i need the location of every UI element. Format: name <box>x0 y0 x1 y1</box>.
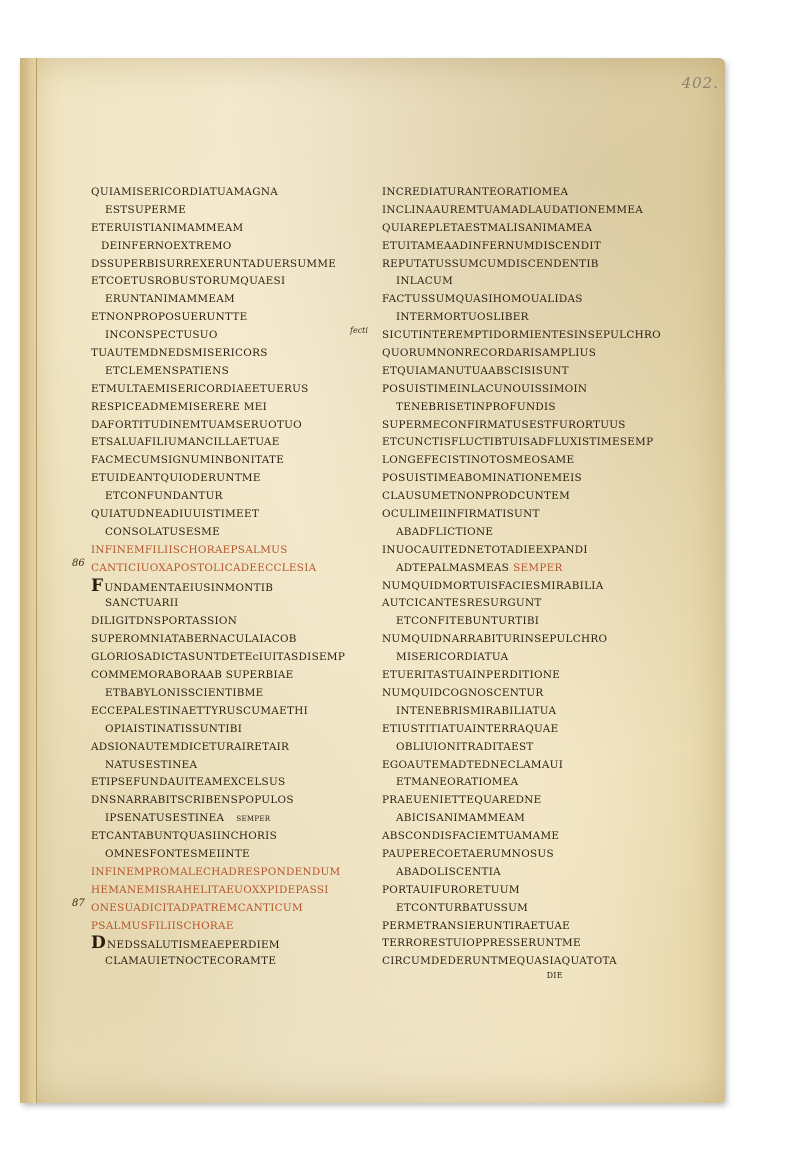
line-text: CLAUSUMETNONPRODCUNTEM <box>382 490 571 503</box>
manuscript-line <box>382 452 661 470</box>
manuscript-line <box>91 309 345 327</box>
manuscript-line <box>91 828 345 846</box>
manuscript-line <box>382 739 661 757</box>
line-text: MISERICORDIATUA <box>396 651 509 664</box>
manuscript-line <box>382 774 661 792</box>
line-text: INLACUM <box>396 275 454 288</box>
line-text: ETBABYLONISSCIENTIBME <box>105 686 264 699</box>
manuscript-line <box>91 575 345 596</box>
manuscript-line <box>91 417 345 435</box>
line-text: HEMANEMISRAHELITAEUOXXPIDEPASSI <box>91 883 329 896</box>
line-text: TUAUTEMDNEDSMISERICORS <box>91 347 268 360</box>
line-text: CIRCUMDEDERUNTMEQUASIAQUATOTA <box>382 955 617 968</box>
manuscript-line <box>91 900 345 918</box>
manuscript-line <box>382 935 661 953</box>
manuscript-line <box>382 488 661 506</box>
manuscript-line <box>382 506 661 524</box>
manuscript-line <box>382 900 661 918</box>
line-text: OMNESFONTESMEIINTE <box>105 847 250 860</box>
line-tail: DIE <box>546 971 563 981</box>
manuscript-line <box>91 470 345 488</box>
line-text: ETCOETUSROBUSTORUMQUAESI <box>91 275 286 288</box>
line-text: ETQUIAMANUTUAABSCISISUNT <box>382 364 569 377</box>
line-text: ETCUNCTISFLUCTIBTUISADFLUXISTIMESEMP <box>382 436 654 449</box>
line-text: PSALMUSFILIISCHORAE <box>91 919 234 932</box>
manuscript-line <box>91 506 345 524</box>
manuscript-line <box>91 184 345 202</box>
manuscript-line <box>382 810 661 828</box>
line-text: DSSUPERBISURREXERUNTADUERSUMME <box>91 257 337 270</box>
line-text: INTENEBRISMIRABILIATUA <box>396 704 557 717</box>
line-text: INCREDIATURANTEORATIOMEA <box>382 186 569 198</box>
manuscript-line <box>382 273 661 291</box>
line-text: PAUPERECOETAERUMNOSUS <box>382 847 554 860</box>
line-text: ETCONFUNDANTUR <box>105 490 223 503</box>
manuscript-line <box>91 256 345 274</box>
line-text: INCONSPECTUSUO <box>105 329 218 342</box>
manuscript-line <box>91 935 345 953</box>
line-text: INFINEMFILIISCHORAEPSALMUS <box>91 543 288 556</box>
line-text: TENEBRISETINPROFUNDIS <box>396 400 556 413</box>
manuscript-line <box>91 273 345 291</box>
line-text: ETUERITASTUAINPERDITIONE <box>382 669 561 682</box>
line-text: OCULIMEIINFIRMATISUNT <box>382 508 540 521</box>
manuscript-line <box>91 488 345 506</box>
line-text: FACTUSSUMQUASIHOMOUALIDAS <box>382 293 583 306</box>
line-text: DNSNARRABITSCRIBENSPOPULOS <box>91 794 294 807</box>
manuscript-line <box>382 721 661 739</box>
parchment-page <box>20 58 725 1103</box>
manuscript-line <box>91 327 345 345</box>
manuscript-line <box>382 578 661 596</box>
line-text: SUPEROMNIATABERNACULAIACOB <box>91 633 297 646</box>
line-text: ETSALUAFILIUMANCILLAETUAE <box>91 436 280 449</box>
manuscript-line <box>91 631 345 649</box>
line-text: ABICISANIMAMMEAM <box>396 812 526 825</box>
manuscript-line <box>382 381 661 399</box>
line-text: NUMQUIDMORTUISFACIESMIRABILIA <box>382 579 604 592</box>
manuscript-line <box>382 399 661 417</box>
manuscript-line <box>382 220 661 238</box>
manuscript-line <box>382 703 661 721</box>
manuscript-line <box>91 918 345 936</box>
line-text: ABADFLICTIONE <box>396 525 494 538</box>
left-text-column <box>91 184 345 971</box>
manuscript-line <box>382 667 661 685</box>
manuscript-line <box>382 649 661 667</box>
manuscript-line <box>91 595 345 613</box>
line-text: CLAMAUIETNOCTECORAMTE <box>105 955 277 968</box>
line-text: ADSIONAUTEMDICETURAIRETAIR <box>91 740 290 753</box>
manuscript-line <box>91 345 345 363</box>
manuscript-line <box>91 220 345 238</box>
line-text: QUIAREPLETAESTMALISANIMAMEA <box>382 221 593 234</box>
interlinear-note: SEMPER <box>236 815 271 824</box>
line-text: ERUNTANIMAMMEAM <box>105 293 235 306</box>
manuscript-line <box>91 864 345 882</box>
manuscript-line <box>382 291 661 309</box>
line-text: ETUITAMEAADINFERNUMDISCENDIT <box>382 239 602 252</box>
line-text: NATUSESTINEA <box>105 758 198 771</box>
line-text: TERRORESTUIOPPRESSERUNTME <box>382 937 581 950</box>
line-text: SUPERMECONFIRMATUSESTFURORTUUS <box>382 418 626 431</box>
line-text: QUIATUDNEADIUUISTIMEET <box>91 508 260 521</box>
line-text: NUMQUIDNARRABITURINSEPULCHRO <box>382 633 608 646</box>
manuscript-line <box>91 434 345 452</box>
manuscript-line <box>382 828 661 846</box>
line-text: ECCEPALESTINAETTYRUSCUMAETHI <box>91 704 308 717</box>
line-text: INFINEMPROMALECHADRESPONDENDUM <box>91 865 341 878</box>
manuscript-line <box>91 953 345 971</box>
manuscript-line <box>382 470 661 488</box>
manuscript-line <box>91 846 345 864</box>
line-text: NUMQUIDCOGNOSCENTUR <box>382 686 544 699</box>
manuscript-line <box>91 524 345 542</box>
manuscript-line <box>382 631 661 649</box>
line-text: RESPICEADMEMISERERE MEI <box>91 400 268 413</box>
line-text: POSUISTIMEABOMINATIONEMEIS <box>382 472 582 485</box>
manuscript-line <box>91 667 345 685</box>
manuscript-line <box>382 184 661 202</box>
manuscript-line <box>382 542 661 560</box>
line-text: IPSENATUSESTINEA <box>105 812 225 825</box>
manuscript-line <box>91 291 345 309</box>
line-text: UNDAMENTAEIUSINMONTIB <box>104 581 274 594</box>
psalm-number-86: 86 <box>72 558 85 569</box>
margin-note: fecti <box>350 326 368 335</box>
manuscript-line <box>382 363 661 381</box>
line-text: PORTAUIFURORETUUM <box>382 883 520 896</box>
decorated-initial: D <box>91 933 107 954</box>
line-text: SICUTINTEREMPTIDORMIENTESINSEPULCHRO <box>382 329 661 342</box>
right-text-column <box>382 184 661 981</box>
line-text: AUTCICANTESRESURGUNT <box>382 597 542 610</box>
line-text: PRAEUENIETTEQUAREDNE <box>382 794 542 807</box>
manuscript-line <box>382 524 661 542</box>
line-text: ETCONTURBATUSSUM <box>396 901 529 914</box>
manuscript-line <box>382 685 661 703</box>
line-text: QUORUMNONRECORDARISAMPLIUS <box>382 347 597 360</box>
line-text: ETUIDEANTQUIODERUNTME <box>91 472 261 485</box>
manuscript-line <box>91 363 345 381</box>
manuscript-line <box>382 309 661 327</box>
line-text: DEINFERNOEXTREMO <box>101 239 232 252</box>
manuscript-line <box>382 918 661 936</box>
line-text: INTERMORTUOSLIBER <box>396 311 529 324</box>
line-text: ADTEPALMASMEAS <box>396 561 510 574</box>
manuscript-line <box>91 757 345 775</box>
manuscript-line <box>91 452 345 470</box>
manuscript-line <box>91 381 345 399</box>
line-text: EGOAUTEMADTEDNECLAMAUI <box>382 758 564 771</box>
manuscript-line <box>91 703 345 721</box>
page-binding-edge <box>20 58 37 1103</box>
manuscript-line <box>382 613 661 631</box>
line-text: OPIAISTINATISSUNTIBI <box>105 722 243 735</box>
line-text: CONSOLATUSESME <box>105 525 220 538</box>
line-text: ABSCONDISFACIEMTUAMAME <box>382 830 560 843</box>
line-text: ONESUADICITADPATREMCANTICUM <box>91 901 303 914</box>
line-text: ETCONFITEBUNTURTIBI <box>396 615 540 628</box>
manuscript-line <box>91 685 345 703</box>
manuscript-line <box>382 953 661 971</box>
psalm-number-87: 87 <box>72 898 85 909</box>
line-text: ABADOLISCENTIA <box>396 865 501 878</box>
manuscript-line <box>91 649 345 667</box>
manuscript-line <box>91 882 345 900</box>
manuscript-line <box>382 595 661 613</box>
line-text: GLORIOSADICTASUNTDETEcIUITASDISEMP <box>91 651 346 664</box>
line-text: POSUISTIMEINLACUNOUISSIMOIN <box>382 382 588 395</box>
line-text: INCLINAAUREMTUAMADLAUDATIONEMMEA <box>382 203 644 216</box>
manuscript-line <box>91 810 345 828</box>
line-text: ETNONPROPOSUERUNTTE <box>91 311 248 324</box>
manuscript-line <box>91 560 345 578</box>
line-text: ETCLEMENSPATIENS <box>105 364 229 377</box>
manuscript-line <box>382 864 661 882</box>
line-text: LONGEFECISTINOTOSMEOSAME <box>382 454 575 467</box>
manuscript-line <box>382 327 661 345</box>
manuscript-line <box>382 238 661 256</box>
decorated-initial: F <box>91 575 104 596</box>
folio-number: 402. <box>681 74 719 92</box>
manuscript-line <box>91 721 345 739</box>
manuscript-line <box>382 846 661 864</box>
line-text: ESTSUPERME <box>105 203 187 216</box>
manuscript-line <box>382 202 661 220</box>
manuscript-line <box>382 345 661 363</box>
manuscript-line <box>91 774 345 792</box>
line-text: OBLIUIONITRADITAEST <box>396 740 534 753</box>
manuscript-line <box>91 792 345 810</box>
line-text: NEDSSALUTISMEAEPERDIEM <box>107 939 280 952</box>
manuscript-line <box>382 434 661 452</box>
line-text: CANTICIUOXAPOSTOLICADEECCLESIA <box>91 561 317 574</box>
manuscript-line <box>91 399 345 417</box>
manuscript-line <box>91 613 345 631</box>
line-text: ETMANEORATIOMEA <box>396 776 519 789</box>
line-text: COMMEMORABORAAB SUPERBIAE <box>91 669 294 682</box>
line-text: REPUTATUSSUMCUMDISCENDENTIB <box>382 257 599 270</box>
line-text: ETIPSEFUNDAUITEAMEXCELSUS <box>91 776 286 789</box>
line-text: DILIGITDNSPORTASSION <box>91 615 238 628</box>
manuscript-line <box>382 417 661 435</box>
line-text: QUIAMISERICORDIATUAMAGNA <box>91 186 279 198</box>
line-text: SANCTUARII <box>105 597 179 610</box>
line-text: ETIUSTITIATUAINTERRAQUAE <box>382 722 559 735</box>
line-text: ETMULTAEMISERICORDIAEETUERUS <box>91 382 309 395</box>
manuscript-line <box>91 542 345 560</box>
line-text: ETCANTABUNTQUASIINCHORIS <box>91 830 277 843</box>
manuscript-line <box>382 256 661 274</box>
line-text: DAFORTITUDINEMTUAMSERUOTUO <box>91 418 302 431</box>
manuscript-line <box>382 757 661 775</box>
manuscript-line <box>382 882 661 900</box>
line-text: PERMETRANSIERUNTIRAETUAE <box>382 919 571 932</box>
manuscript-line <box>91 238 345 256</box>
rubric-word: SEMPER <box>513 561 563 574</box>
manuscript-line <box>91 739 345 757</box>
line-text: FACMECUMSIGNUMINBONITATE <box>91 454 285 467</box>
manuscript-line <box>91 202 345 220</box>
manuscript-line <box>382 560 661 578</box>
line-text: INUOCAUITEDNETOTADIEEXPANDI <box>382 543 588 556</box>
line-text: ETERUISTIANIMAMMEAM <box>91 221 244 234</box>
manuscript-line <box>382 792 661 810</box>
